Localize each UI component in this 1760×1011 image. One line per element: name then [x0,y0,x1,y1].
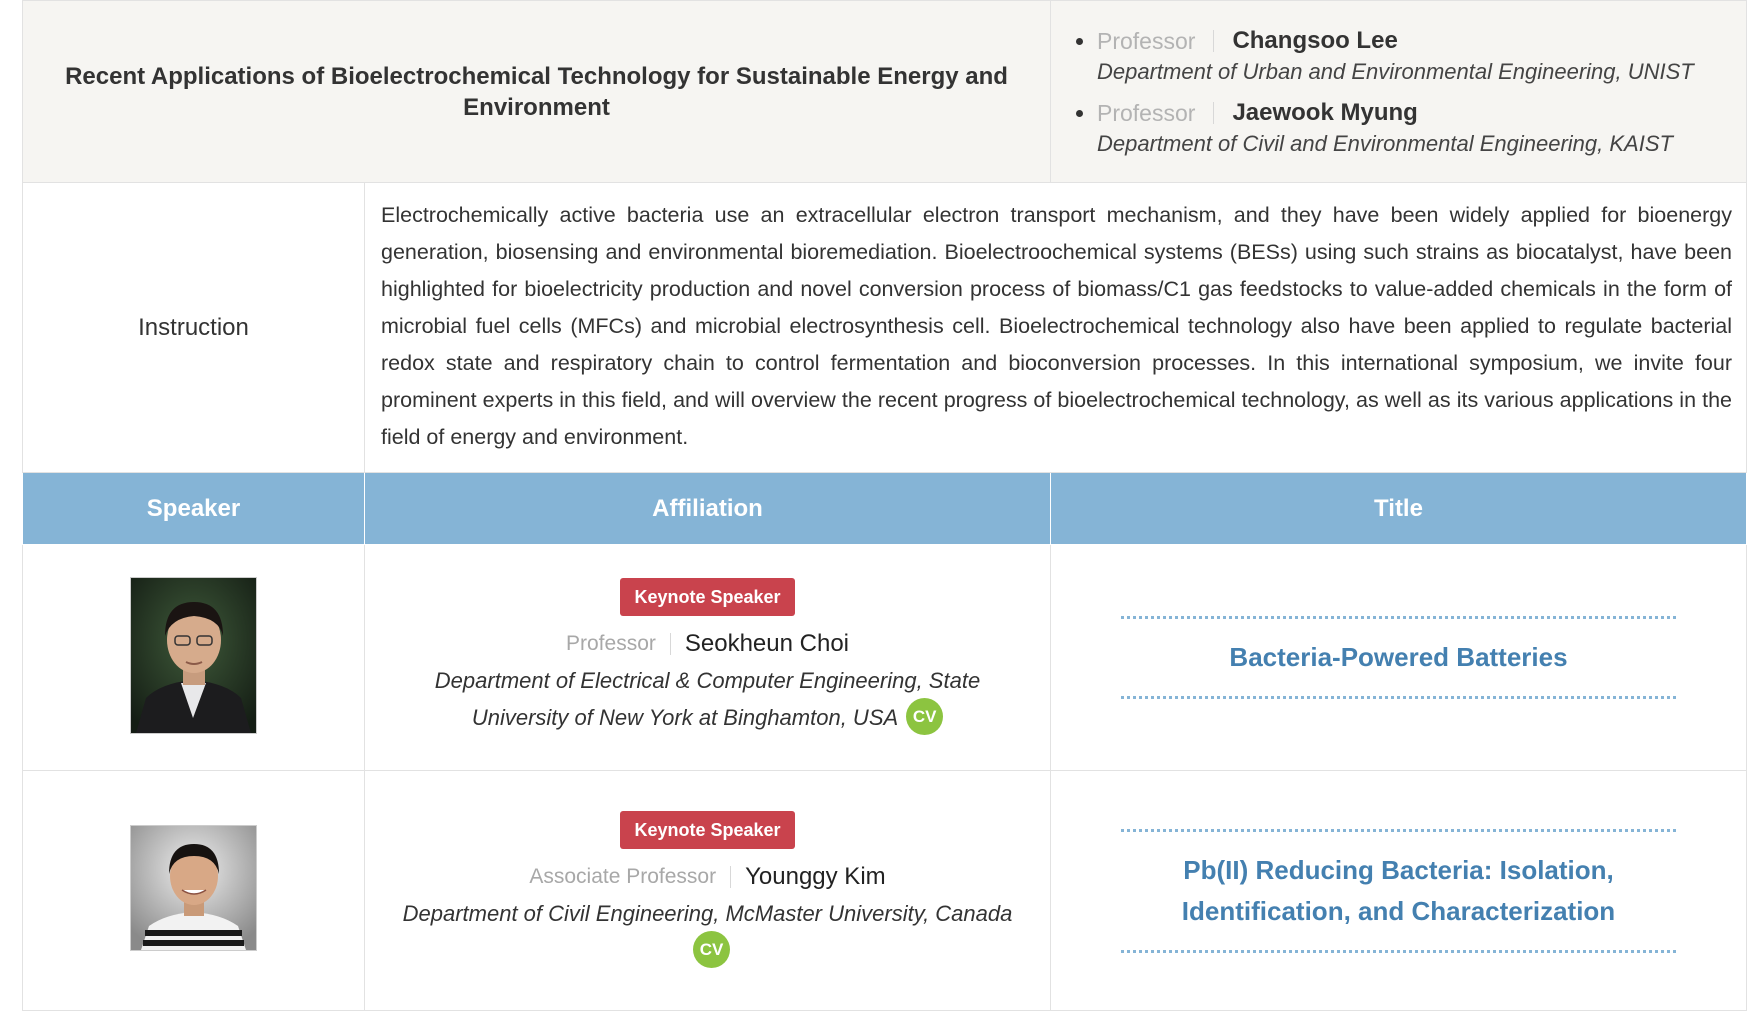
instruction-row [23,183,1747,473]
speaker-department: Department of Electrical & Computer Engineering, State University of New York at Binghamton, USA CV [385,662,1030,738]
talk-title: Bacteria-Powered Batteries [1121,616,1676,699]
chair-name: Jaewook Myung [1232,98,1418,126]
chair-item [1097,97,1746,159]
session-table [22,0,1747,1011]
speaker-affiliation-cell [365,545,1051,771]
speaker-photo [130,577,257,734]
speaker-department: Department of Civil Engineering, McMaster University, CanadaCV [385,895,1030,971]
cv-button[interactable]: CV [906,698,943,735]
keynote-badge: Keynote Speaker [620,811,794,849]
speaker-photo [130,825,257,951]
talk-title: Pb(II) Reducing Bacteria: Isolation, Identification, and Characterization [1121,829,1676,953]
speaker-rank: Associate Professor [529,866,731,888]
speaker-title-cell [1051,771,1747,1011]
symposium-session [22,0,1746,1011]
chair-rank: • Professor [1097,102,1214,124]
speaker-photo-cell [23,545,365,771]
speaker-photo-cell [23,771,365,1011]
speaker-affiliation-cell [365,771,1051,1011]
keynote-badge: Keynote Speaker [620,578,794,616]
chair-name: Changsoo Lee [1232,26,1398,54]
speaker-title-cell [1051,545,1747,771]
speaker-rank: Professor [566,633,671,655]
column-header-title: Title [1051,473,1747,545]
session-chairs [1051,1,1747,183]
speaker-row [23,545,1747,771]
instruction-text: Electrochemically active bacteria use an extracellular electron transport mechanism, and they have been widely applied for bioenergy generation, biosensing and environmental bioremediation. Bioelectroochemical systems (BESs) using such strains as biocatalyst, have been highlighted for bioelectricity production and novel conversion process of biomass/C1 gas feedstocks to value-added chemicals in the form of microbial fuel cells (MFCs) and microbial electrosynthesis cell. Bioelectrochemical technology also have been applied to regulate bacterial redox state and respiratory chain to control fermentation and bioconversion processes. In this international symposium, we invite four prominent experts in this field, and will overview the recent progress of bioelectrochemical technology, as well as its various applications in the field of energy and environment. [365,183,1747,473]
column-header-speaker: Speaker [23,473,365,545]
instruction-label: Instruction [23,183,365,473]
chair-department: Department of Urban and Environmental Engineering, UNIST [1097,58,1694,84]
speaker-row [23,771,1747,1011]
session-title: Recent Applications of Bioelectrochemical Technology for Sustainable Energy and Environment [23,1,1051,183]
column-header-row [23,473,1747,545]
session-header-row [23,1,1747,183]
speaker-name: Seokheun Choi [684,629,849,657]
chair-item [1097,25,1746,87]
cv-button[interactable]: CV [693,931,730,968]
column-header-affiliation: Affiliation [365,473,1051,545]
speaker-name: Younggy Kim [745,862,886,890]
chair-department: Department of Civil and Environmental Engineering, KAIST [1097,130,1673,156]
chair-rank: • Professor [1097,30,1214,52]
